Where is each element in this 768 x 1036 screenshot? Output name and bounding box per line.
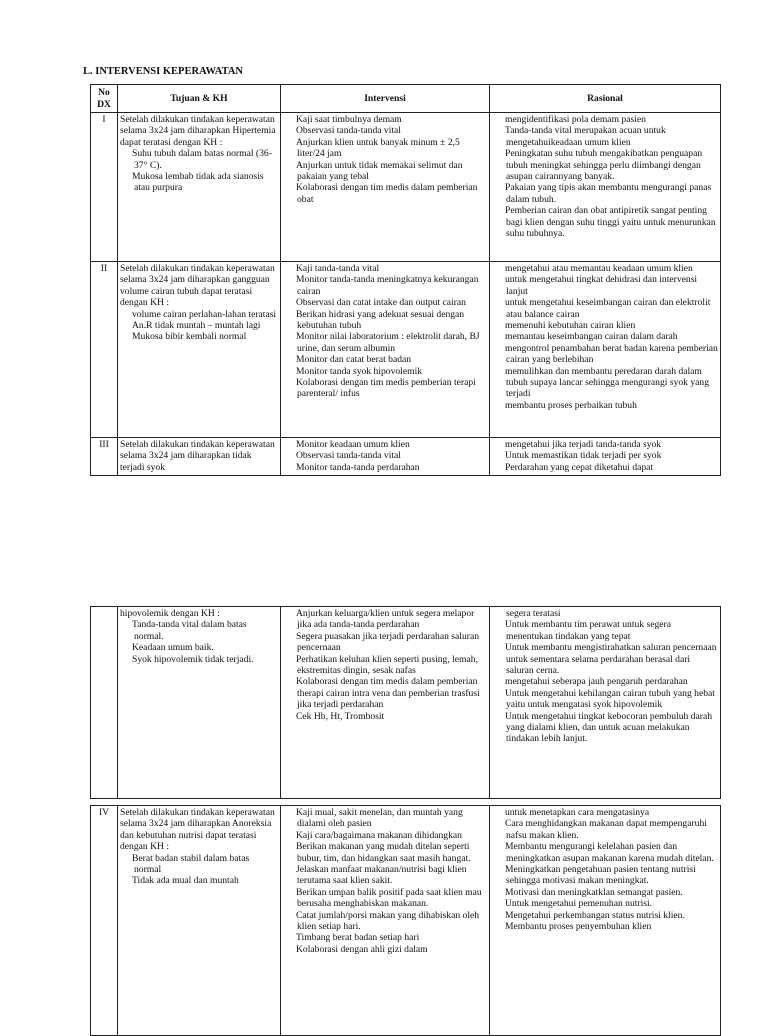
dx-cell (91, 438, 118, 476)
list-item (492, 688, 718, 711)
item-number (492, 297, 505, 308)
rationale-cell (490, 607, 721, 799)
goal-text: Setelah dilakukan tindakan keperawatan selama 3x24 jam diharapkan tidak terjadi syok (120, 439, 275, 473)
item-text: untuk mengetahui tingkat dehidrasi dan intervensi lanjut (505, 274, 698, 297)
item-number (283, 114, 296, 125)
list-item (492, 841, 718, 864)
item-text: Anjurkan untuk tidak memakai selimut dan pakaian yang tebal (296, 159, 463, 183)
item-number (492, 898, 505, 909)
intervention-list (283, 263, 487, 400)
item-number (283, 654, 296, 665)
item-text: Tanda-tanda vital merupakan acuan untuk mengetahuikeadaan umum klien (505, 125, 666, 148)
list-item (492, 343, 718, 366)
item-number (283, 182, 296, 193)
list-item (492, 887, 718, 898)
goal-text: Setelah dilakukan tindakan keperawatan selama 3x24 jam diharapkan gangguan volume cairan tubuh dapat teratasi dengan KH : (120, 263, 275, 309)
goal-text: Setelah dilakukan tindakan keperawatan selama 3x24 jam diharapkan Anoreksia dan kebutuhan nutrisi dapat teratasi dengan KH : (120, 807, 275, 853)
col-header-no-dx: No DX (91, 85, 118, 113)
criteria-item (120, 619, 278, 642)
list-item (283, 137, 487, 160)
criteria-item (120, 853, 278, 876)
intervention-cell (281, 113, 490, 262)
item-number (283, 830, 296, 841)
item-text: Syok hipovolemik tidak terjadi. (132, 653, 254, 665)
item-text: Cek Hb, Ht, Trombosit (296, 710, 385, 722)
list-item (492, 898, 718, 909)
item-number (492, 910, 505, 921)
bullet-diamond-icon (120, 619, 132, 630)
item-number (492, 343, 505, 354)
item-text: Membantu mengurangi kelelahan pasien dan meningkatkan asupan makanan karena mudah ditelan. (505, 841, 714, 864)
criteria-item (120, 331, 278, 342)
list-item (283, 830, 487, 841)
item-text: Membantu proses penyembuhan klien (505, 921, 652, 933)
item-text: memantau keseimbangan cairan dalam darah (505, 331, 678, 343)
bullet-diamond-icon (120, 320, 132, 331)
item-number (492, 148, 505, 159)
item-text: Kaji cara/bagaimana makanan dihidangkan (296, 829, 462, 841)
intervention-cell (281, 607, 490, 799)
list-item (283, 263, 487, 274)
bullet-diamond-icon (120, 875, 132, 886)
item-text: An.R tidak muntah – muntah lagi (132, 320, 261, 332)
criteria-list (120, 148, 278, 194)
item-number (283, 263, 296, 274)
item-number (283, 160, 296, 171)
list-item (283, 944, 487, 955)
item-text: Berat badan stabil dalam batas normal (132, 852, 250, 876)
item-number (283, 910, 296, 921)
item-text: untuk mengetahui keseimbangan cairan dan elektrolit atau balance cairan (505, 297, 711, 320)
list-item (492, 676, 718, 687)
item-number (283, 864, 296, 875)
item-text: Berikan makanan yang mudah ditelan seperti bubur, tim, dan hidangkan saat masih hangat. (296, 841, 471, 864)
criteria-item (120, 148, 278, 171)
criteria-item (120, 875, 278, 886)
list-item (492, 320, 718, 331)
list-item (283, 887, 487, 910)
section-heading: L. INTERVENSI KEPERAWATAN (83, 66, 243, 77)
list-item (492, 114, 718, 125)
item-text: Monitor nilai laboratorium : elektrolit darah, BJ urine, dan serum albumin (296, 331, 480, 354)
item-text: Perdarahan yang cepat diketahui dapat (505, 461, 654, 473)
item-text: Untuk mengetahui kehilangan cairan tubuh yang hebat yaitu untuk mengatasi syok hipovolemik (505, 687, 715, 711)
rationale-list (492, 263, 718, 411)
item-text: Kolaborasi dengan tim medis dalam pemberian therapi cairan intra vena dan pemberian trasfusi jika terjadi perdarahan (296, 676, 480, 711)
goal-cell (118, 806, 281, 1036)
item-text: Mukosa lembab tidak ada sianosis atau purpura (132, 171, 264, 194)
item-number (492, 450, 505, 461)
table-row (91, 438, 721, 476)
list-item (492, 274, 718, 297)
list-item (283, 125, 487, 136)
item-text: mengidentifikasi pola demam pasien (505, 114, 646, 125)
rationale-cell (490, 113, 721, 262)
bullet-diamond-icon (120, 309, 132, 320)
criteria-item (120, 320, 278, 331)
list-item (492, 818, 718, 841)
item-number (283, 366, 296, 377)
list-item (492, 148, 718, 182)
list-item (283, 377, 487, 400)
rationale-cell (490, 262, 721, 438)
bullet-diamond-icon (120, 331, 132, 342)
list-item (492, 366, 718, 400)
item-number (283, 631, 296, 642)
list-item (283, 910, 487, 933)
item-text: Kaji saat timbulnya demam (296, 114, 402, 125)
list-item (283, 160, 487, 183)
item-text: memenuhi kebutuhan cairan klien (505, 320, 636, 332)
item-text: Berikan hidrasi yang adekuat sesuai dengan kebutuhan tubuh (296, 308, 465, 332)
item-text: Kolaborasi dengan tim medis pemberian terapi parenteral/ infus (296, 377, 476, 400)
item-text: Catat jumlah/porsi makan yang dihabiskan oleh klien setiap hari. (296, 909, 480, 933)
item-number (492, 688, 505, 699)
item-number (283, 841, 296, 852)
list-item (283, 331, 487, 354)
intervention-list (283, 439, 487, 473)
list-item (492, 205, 718, 239)
criteria-item (120, 309, 278, 320)
list-item (283, 608, 487, 631)
item-number (492, 114, 505, 125)
goal-cell (118, 607, 281, 799)
list-item (283, 439, 487, 450)
list-item (283, 932, 487, 943)
item-text: memulihkan dan membantu peredaran darah dalam tubuh supaya lancar sehingga mengurangi syok yang terjadi (505, 365, 710, 400)
list-item (283, 354, 487, 365)
item-number (283, 676, 296, 687)
list-item (492, 297, 718, 320)
item-number (283, 297, 296, 308)
list-item (283, 309, 487, 332)
item-text: Keadaan umum baik. (132, 642, 214, 654)
item-number (283, 309, 296, 320)
item-text: Pemberian cairan dan obat antipiretik sangat penting bagi klien dengan suhu tinggi yaitu untuk menurunkan suhu tubuhnya. (505, 205, 716, 240)
item-text: Kaji mual, sakit menelan, dan muntah yang dialami oleh pasien (296, 807, 463, 830)
table-header-row (91, 85, 721, 113)
item-text: Anjurkan keluarga/klien untuk segera melapor jika ada tanda-tanda perdarahan (296, 608, 475, 631)
rationale-lead: segera teratasi (506, 608, 561, 619)
table-row (91, 607, 721, 799)
item-text: Meningkatkan pengetahuan pasien tentang nutrisi sehingga motivasi makan meningkat. (505, 864, 696, 887)
item-number (492, 331, 505, 342)
item-number (283, 439, 296, 450)
item-text: mengetahui atau memantau keadaan umum klien (505, 263, 693, 274)
list-item (283, 711, 487, 722)
list-item (283, 864, 487, 887)
col-header-goal: Tujuan & KH (118, 85, 281, 113)
list-item (283, 366, 487, 377)
list-item (283, 274, 487, 297)
item-text: Kaji tanda-tanda vital (296, 263, 380, 274)
list-item (283, 676, 487, 710)
item-text: Pakaian yang tipis akan membantu mengurangi panas dalam tubuh. (505, 182, 712, 205)
intervention-cell (281, 806, 490, 1036)
list-item (492, 921, 718, 932)
criteria-list (120, 309, 278, 343)
item-number (492, 205, 505, 216)
item-text: mengontrol penambahan berat badan karena pemberian cairan yang berlebihan (505, 342, 718, 366)
criteria-item (120, 654, 278, 665)
intervention-list (283, 807, 487, 955)
intervention-list (283, 608, 487, 722)
list-item (492, 439, 718, 450)
rationale-list (492, 439, 718, 473)
item-number (283, 137, 296, 148)
list-item (283, 114, 487, 125)
dx-cell (91, 262, 118, 438)
item-number (492, 864, 505, 875)
item-text: Berikan umpan balik positif pada saat klien mau berusaha menghabiskan makanan. (296, 886, 482, 910)
item-text: Untuk membantu tim perawat untuk segera menentukan tindakan yang tepat (505, 619, 671, 642)
list-item (492, 125, 718, 148)
list-item (492, 263, 718, 274)
item-number (492, 263, 505, 274)
list-item (283, 297, 487, 308)
list-item (283, 450, 487, 461)
rationale-cell (490, 806, 721, 1036)
list-item (492, 619, 718, 642)
item-text: Untuk membantu mengistirahatkan saluran pencernaan untuk sementara selama perdarahan berasal dari saluran cerna. (505, 642, 717, 677)
item-number (492, 887, 505, 898)
item-text: Untuk memastikan tidak terjadi per syok (505, 450, 662, 462)
item-text: volume cairan perlahan-lahan teratasi (132, 308, 277, 320)
item-text: Peningkatan suhu tubuh mengakibatkan penguapan tubuh meningkat sehingga perlu diimbangi dengan asupan cairannyang banyak. (505, 148, 703, 183)
list-item (283, 807, 487, 830)
item-number (283, 807, 296, 818)
list-item (492, 864, 718, 887)
dx-number: I (102, 114, 106, 125)
item-number (492, 400, 505, 411)
intervention-list (283, 114, 487, 205)
item-text: Untuk mengetahui tingkat kebocoran pembuluh darah yang dialami klien, dan untuk acuan melakukan tindakan lebih lanjut. (505, 710, 713, 745)
item-text: Observasi tanda-tanda vital (296, 450, 401, 462)
item-text: Cara menghidangkan makanan dapat mempengaruhi nafsu makan klien. (505, 818, 707, 841)
bullet-diamond-icon (120, 654, 132, 665)
item-text: Mukosa bibir kembali normal (132, 331, 247, 343)
intervention-table-continued (90, 606, 721, 799)
item-number (492, 182, 505, 193)
bullet-diamond-icon (120, 148, 132, 159)
item-text: mengetahui seberapa jauh pengaruh perdarahan (505, 676, 688, 688)
item-number (492, 125, 505, 136)
dx-number: IV (98, 807, 110, 818)
criteria-item (120, 642, 278, 653)
list-item (492, 182, 718, 205)
item-number (283, 932, 296, 943)
item-number (492, 320, 505, 331)
list-item (492, 642, 718, 676)
item-text: Tidak ada mual dan muntah (132, 875, 239, 887)
dx-number: II (100, 263, 108, 274)
list-item (283, 631, 487, 654)
item-text: Untuk mengetahui pemenuhan nutrisi. (505, 898, 653, 910)
item-number (283, 608, 296, 619)
item-text: Segera puasakan jika terjadi perdarahan saluran pencernaan (296, 630, 479, 654)
item-text: Monitor tanda-tanda perdarahan (296, 461, 420, 473)
item-number (283, 944, 296, 955)
table-row (91, 806, 721, 1036)
criteria-item (120, 171, 278, 194)
list-item (492, 450, 718, 461)
intervention-table-row-four (90, 805, 721, 1036)
item-text: mengetahui jika terjadi tanda-tanda syok (505, 439, 662, 450)
dx-number: III (99, 439, 109, 450)
bullet-diamond-icon (120, 642, 132, 653)
table-row (91, 113, 721, 262)
item-number (492, 841, 505, 852)
item-text: membantu proses perbaikan tubuh (505, 399, 637, 411)
item-text: Observasi tanda-tanda vital (296, 125, 401, 137)
item-number (492, 462, 505, 473)
item-text: Observasi dan catat intake dan output cairan (296, 297, 466, 309)
item-number (492, 921, 505, 932)
list-item (283, 462, 487, 473)
goal-cell (118, 113, 281, 262)
goal-text: Setelah dilakukan tindakan keperawatan selama 3x24 jam diharapkan Hipertemia dapat teratasi dengan KH : (120, 114, 276, 148)
item-text: Tanda-tanda vital dalam batas normal. (132, 619, 247, 642)
item-number (283, 887, 296, 898)
item-number (283, 462, 296, 473)
item-text: Jelaskan manfaat makanan/nutrisi bagi klien terutama saat klien sakit. (296, 864, 467, 887)
item-number (283, 125, 296, 136)
item-text: Suhu tubuh dalam batas normal (36-37° C). (132, 148, 272, 171)
item-text: Monitor keadaan umum klien (296, 439, 410, 450)
intervention-table-top (90, 84, 721, 476)
item-number (283, 377, 296, 388)
col-header-rationale: Rasional (490, 85, 721, 113)
item-number (492, 807, 505, 818)
goal-cell (118, 438, 281, 476)
list-item (492, 807, 718, 818)
criteria-list (120, 619, 278, 665)
list-item (492, 462, 718, 473)
rationale-list (492, 114, 718, 239)
item-number (492, 439, 505, 450)
list-item (492, 400, 718, 411)
item-number (283, 711, 296, 722)
item-number (492, 274, 505, 285)
item-text: Monitor dan catat berat badan (296, 354, 412, 366)
dx-cell (91, 113, 118, 262)
item-text: Anjurkan klien untuk banyak minum ± 2,5 liter/24 jam (296, 136, 460, 160)
list-item (283, 182, 487, 205)
intervention-cell (281, 262, 490, 438)
item-number (492, 619, 505, 630)
item-text: Kolaborasi dengan tim medis dalam pemberian obat (296, 182, 478, 205)
criteria-list (120, 853, 278, 887)
item-number (283, 354, 296, 365)
list-item (283, 654, 487, 677)
goal-cell (118, 262, 281, 438)
item-number (283, 331, 296, 342)
list-item (492, 711, 718, 745)
col-header-intervention: Intervensi (281, 85, 490, 113)
item-text: Monitor tanda syok hipovolemik (296, 365, 423, 377)
item-text: untuk menetapkan cara mengatasinya (505, 807, 650, 818)
bullet-diamond-icon (120, 853, 132, 864)
list-item (492, 910, 718, 921)
item-number (492, 711, 505, 722)
item-text: Kolaborasi dengan ahli gizi dalam (296, 943, 428, 955)
list-item (492, 331, 718, 342)
intervention-cell (281, 438, 490, 476)
item-number (492, 676, 505, 687)
goal-text: hipovolemik dengan KH : (120, 608, 220, 619)
rationale-list (492, 807, 718, 932)
item-number (492, 818, 505, 829)
item-text: Mengetahui perkembangan status nutrisi klien. (505, 909, 685, 921)
table-row (91, 262, 721, 438)
item-number (283, 450, 296, 461)
item-number (492, 642, 505, 653)
item-number (283, 274, 296, 285)
rationale-cell (490, 438, 721, 476)
item-text: Monitor tanda-tanda meningkatnya kekurangan cairan (296, 274, 479, 297)
dx-cell (91, 806, 118, 1036)
bullet-diamond-icon (120, 171, 132, 182)
dx-cell (91, 607, 118, 799)
item-text: Timbang berat badan setiap hari (296, 932, 420, 944)
item-number (492, 366, 505, 377)
list-item (283, 841, 487, 864)
item-text: Motivasi dan meningkatklan semangat pasien. (505, 886, 683, 898)
rationale-list (492, 619, 718, 744)
item-text: Perhatikan keluhan klien seperti pusing, lemah, ekstremitas dingin, sesak nafas (296, 653, 478, 677)
